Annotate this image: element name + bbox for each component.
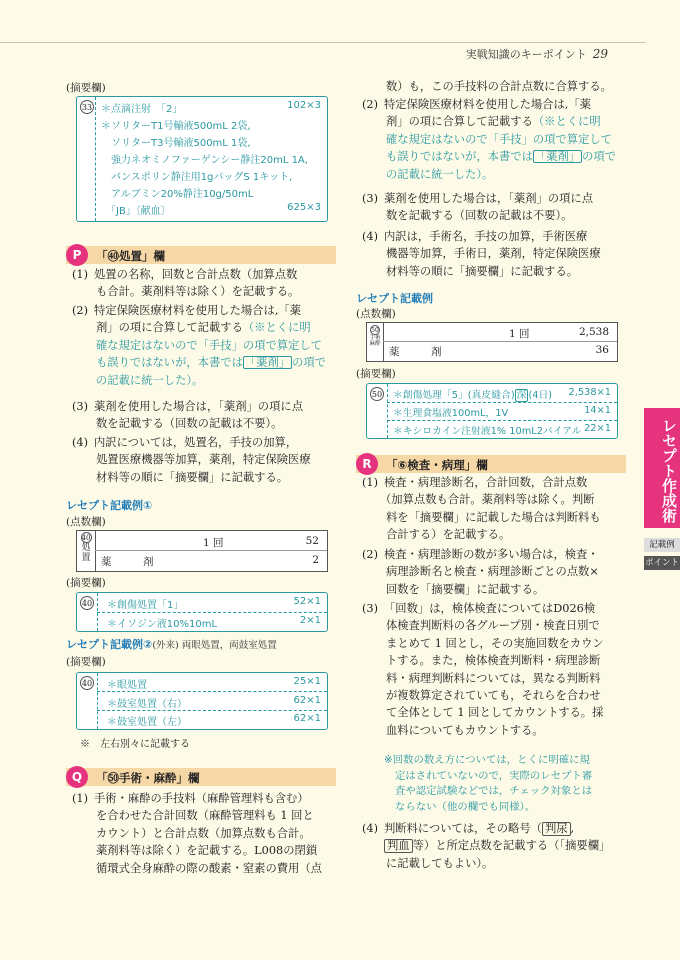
running-header [466,46,608,62]
para-s1: (1) 検査・病理診断名，合計回数，合計点数 （加算点数も合計。薬剤料等は除く。判断 料を「摘要欄」に記載した場合は判断料も 合計する）を記載する。 [362,476,601,542]
header-title: 実戦知識のキーポイント [465,48,587,61]
yaku-value-r: 36 [595,344,609,356]
section-r [356,455,626,473]
para-p3: (3) 薬剤を使用した場合は，「薬剤」の項に点 数を記載する（回数の記載は不要）。 [72,400,303,431]
entry-value: 62×1 [293,713,321,724]
para-p4: (4) 内訳については，処置名，手技の加算， 処置医療機器等加算，薬剤，特定保険医療 材料等の順に「摘要欄」に記載する。 [72,436,311,484]
kai-value-r: 2,538 [578,326,609,338]
para-r2: (2) 特定保険医療材料を使用した場合は,「薬 剤」の項に合算して記載する（※とくに明 確な規定はないので「手技」の項で算定して も誤りではないが，本書では 「薬剤」 の項で の記載に統一した）。 [362,98,616,181]
section-p [66,246,336,264]
entry-text: ＊鼓室処置（左） [107,717,187,728]
entry-text: パンスポリン静注用1gバッグS 1キット, [101,172,293,183]
para-r4: (4) 内訳は，手術名，手技の加算，手術医療 機器等加算，手術日，薬剤，特定保険医療 材料等の順に「摘要欄」に記載する。 [362,230,601,278]
box-40a: 40 ＊創傷処置「1」 52×1 ＊イソジン液10%10mL 2×1 [76,592,328,632]
kai-label-r: 1 回 [509,328,530,340]
entry-text: 強力ネオミノファーゲンシー静注20mL 1A, [101,155,308,166]
entry-text: ＊ソリターT1号輸液500mL 2袋, [101,121,251,132]
tekiyou-label-2: (摘要欄) [66,577,106,589]
example2-heading: レセプト記載例②(外来) 両眼処置，両鼓室処置 [66,638,277,651]
side-sub-kisairei[interactable]: 記載例 [644,538,680,552]
tekiyou-label-r: (摘要欄) [356,368,396,380]
para-p1: (1) 処置の名称，回数と合計点数（加算点数 も合計。薬剤料等は除く）を記載する。 [72,268,300,299]
side-tab-label: レセプト作成術 [660,418,678,523]
entry-value: 625×3 [287,202,321,213]
para-s3: (3) 「回数」は，検体検査についてはD026検 体検査判断料の各グループ別・検査日別で まとめて 1 回とし，その実施回数をカウン トする。また，検体検査判断料・病理診断 料・病理判断料については，異なる判断料 が複数算定されていても，それらを合わせ て全体として 1 回としてカウントする。採 血料についてもカウントする。 [362,602,604,737]
box-40b: 40 ＊眼処置 25×1 ＊鼓室処置（右） 62×1 ＊鼓室処置（左） 62×1 [76,672,328,730]
side-tab[interactable] [644,408,680,528]
section-title-p: 「㊵処置」欄 [96,249,165,263]
entry-text: 「JB」〔献血〕 [101,206,171,217]
para-q1: (1) 手術・麻酔の手技料（麻酔管理料も含む） を合わせた合計回数（麻酔管理料も 1 回と カウント）と合計点数（加算点数も合計。 薬剤料等は除く）を記載する。L008の閉鎖 循環式全身麻酔の際の酸素・窒素の費用（点 [72,792,322,875]
note-left-right: ※ 左右別々に記載する [80,739,190,750]
kai-value: 52 [305,535,319,547]
tensu-box-r-label: 50 手術 麻酔 [367,323,384,361]
box-50: 50 ＊創傷処理「5」(真皮縫合) 深 (4日) 2,538×1 ＊生理食塩液100mL，1V 14×1 ＊キシロカイン注射液1% 10mL2バイアル 22×1 [366,383,618,439]
box-33 [76,96,328,222]
circle-num-33: 33 [80,100,94,114]
yaku-label-r: 薬 剤 [389,346,442,358]
tensu-box-1-label: 40 処 置 [77,531,96,571]
tensu-label-1: (点数欄) [66,516,106,528]
page-number: 29 [592,47,608,61]
para-p2: (2) 特定保険医療材料を使用した場合は,「薬 剤」の項に合算して記載する（※とくに明 確な規定はないので「手技」の項で算定して も誤りではないが，本書では 「薬剤」 の項で の記載に統一した）。 [72,304,326,387]
para-s4: (4) 判断料については，その略号（ 判尿 , 判血 等）と所定点数を記載する（「摘要欄」 に記載してもよい）。 [362,822,611,870]
entry-text: ＊イソジン液10%10mL [107,619,218,630]
tekiyou-label: (摘要欄) [66,82,106,94]
side-sub-point[interactable]: ポイント [644,558,679,568]
entry-value: 62×1 [293,694,321,706]
section-q [66,768,336,786]
entry-text: アルブミン20%静注10g/50mL [101,189,254,200]
entry-text: ＊点滴注射 「2」 [101,104,183,115]
entry-text: ＊眼処置 [107,680,147,691]
tekiyou-label-3: (摘要欄) [66,656,106,668]
section-title-q: 「㊿手術・麻酔」欄 [96,771,200,785]
entry-value: 2×1 [299,615,321,626]
entry-value: 102×3 [287,100,321,111]
section-title-r: 「⑥検査・病理」欄 [386,458,488,472]
yaku-label: 薬 剤 [101,556,154,568]
tensu-label-r: (点数欄) [356,308,396,320]
entry-text: ソリターT3号輸液500mL 1袋, [101,138,251,149]
example-r-heading: レセプト記載例 [356,292,433,305]
para-s2: (2) 検査・病理診断の数が多い場合は，検査・ 病理診断名と検査・病理診断ごとの点数× 回数を「摘要欄」に記載する。 [362,548,599,596]
tensu-box-1 [76,530,328,572]
section-badge-r: R [356,453,378,475]
para-r0: 数）も，この手技料の合計点数に合算する。 [386,80,612,93]
entry-text: ＊鼓室処置（右） [107,698,187,710]
section-badge-q: Q [66,766,88,788]
entry-value: 52×1 [293,596,321,607]
section-badge-p: P [66,244,88,266]
example1-heading: レセプト記載例① [66,499,153,512]
para-r3: (3) 薬剤を使用した場合は，「薬剤」の項に点 数を記載する（回数の記載は不要）。 [362,192,593,223]
entry-text: ＊創傷処置「1」 [107,600,184,611]
yaku-value: 2 [312,554,319,566]
note-s3: ※回数の数え方については，とくに明確に規 定はされていないので，実際のレセプト審 査や認定試験などでは，チェック対象とは ならない（他の欄でも同様）。 [384,754,593,813]
tensu-box-r [366,322,618,362]
kai-label: 1 回 [203,537,224,549]
entry-value: 25×1 [293,676,321,687]
